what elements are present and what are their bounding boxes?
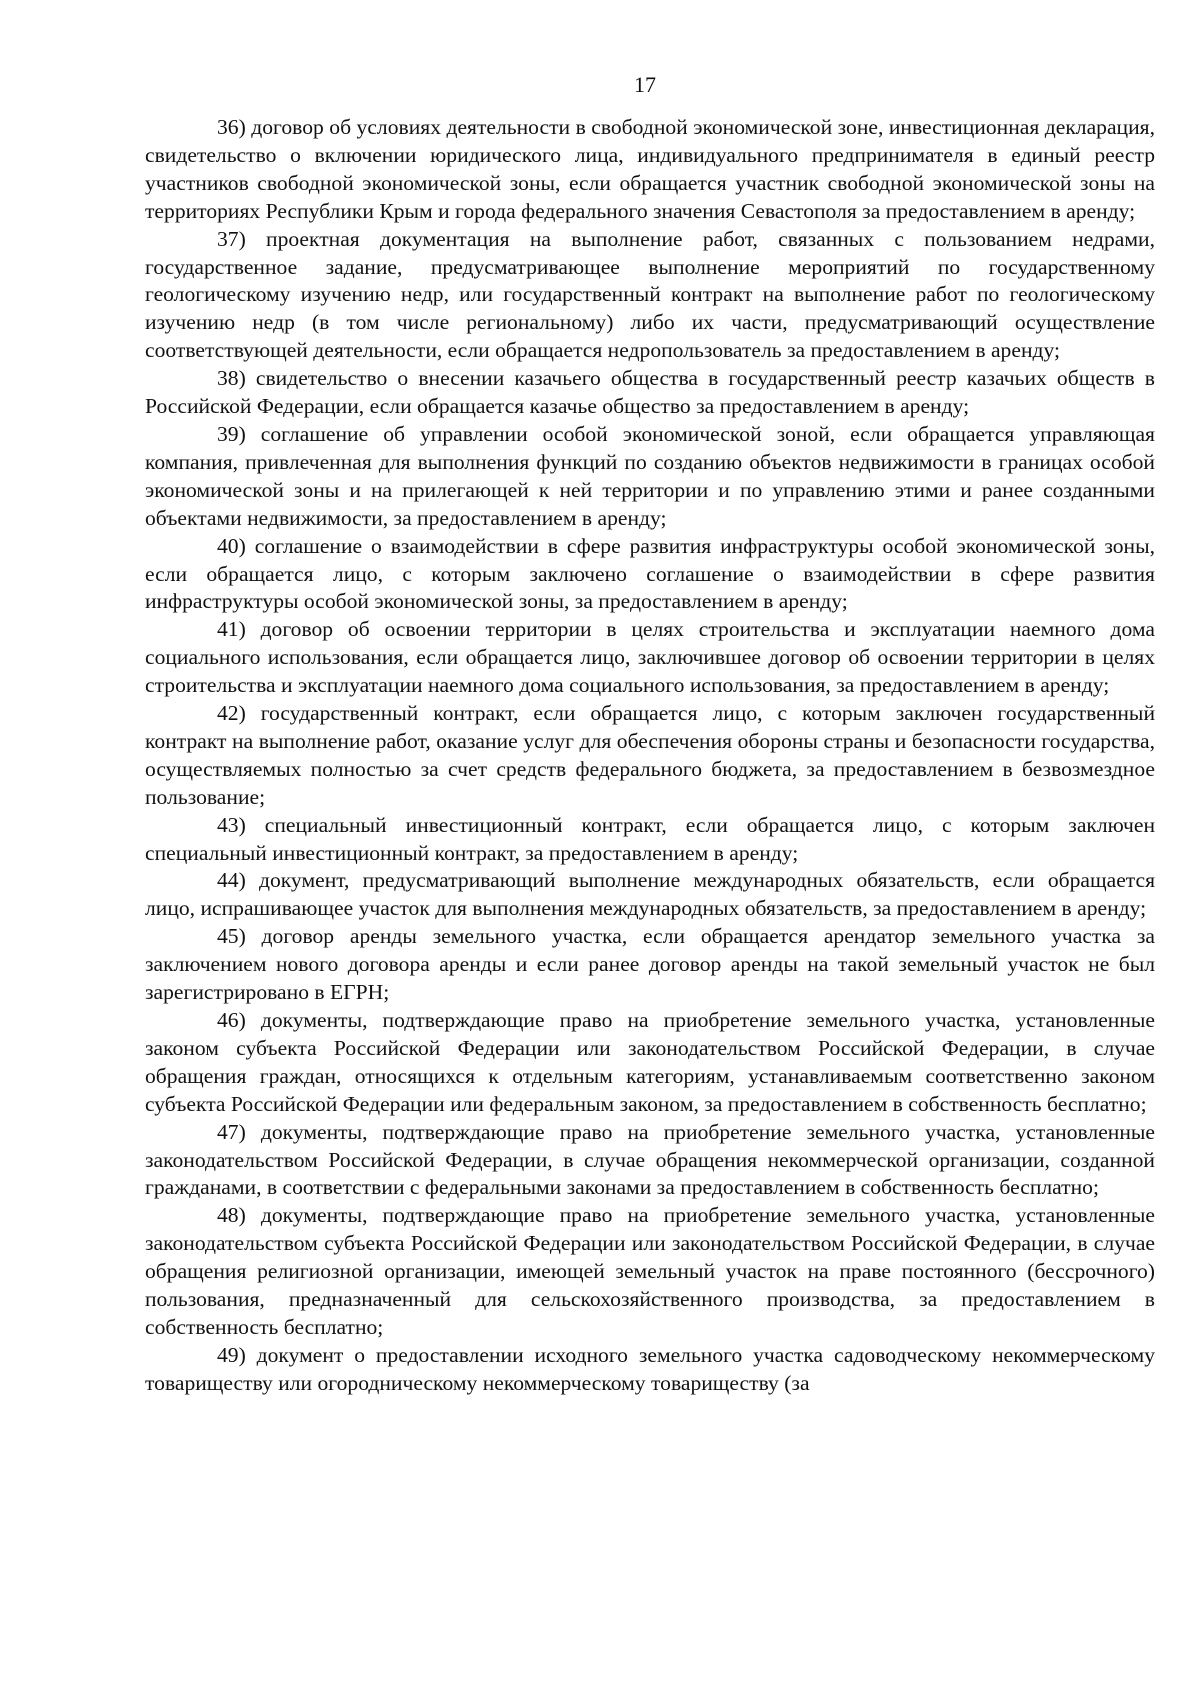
paragraph-42: 42) государственный контракт, если обращается лицо, с которым заключен государственный контракт на выполнение работ, оказание услуг для обеспечения обороны страны и безопасности государства, осуществляемых полностью за счет средств федерального бюджета, за предоставлением в безвозмездное пользование; [145, 701, 1155, 809]
paragraph-48: 48) документы, подтверждающие право на приобретение земельного участка, установленные законодательством субъекта Российской Федерации или законодательством Российской Федерации, в случае обращения религиозной организации, имеющей земельный участок на праве постоянного (бессрочного) пользования, предназначенный для сельскохозяйственного производства, за предоставлением в собственность бесплатно; [145, 1203, 1155, 1339]
paragraph-39: 39) соглашение об управлении особой экономической зоной, если обращается управляющая компания, привлеченная для выполнения функций по созданию объектов недвижимости в границах особой экономической зоны и на прилегающей к ней территории и по управлению этими и ранее созданными объектами недвижимости, за предоставлением в аренду; [145, 421, 1155, 530]
paragraph-44: 44) документ, предусматривающий выполнение международных обязательств, если обращается лицо, испрашивающее участок для выполнения международных обязательств, за предоставлением в аренду; [145, 868, 1155, 921]
paragraph-41: 41) договор об освоении территории в целях строительства и эксплуатации наемного дома социального использования, если обращается лицо, заключившее договор об освоении территории в целях строительства и эксплуатации наемного дома социального использования, за предоставлением в аренду; [145, 617, 1155, 698]
page-number: 17 [634, 72, 656, 97]
paragraph-49: 49) документ о предоставлении исходного земельного участка садоводческому некоммерческому товариществу или огородническому некоммерческому товариществу (за [145, 1342, 1155, 1395]
paragraph-37: 37) проектная документация на выполнение работ, связанных с пользованием недрами, государственное задание, предусматривающее выполнение мероприятий по государственному геологическому изучению недр, или государственный контракт на выполнение работ по геологическому изучению недр (в том числе региональному) либо их части, предусматривающий осуществление соответствующей деятельности, если обращается недропользователь за предоставлением в аренду; [145, 226, 1155, 363]
paragraph-40: 40) соглашение о взаимодействии в сфере развития инфраструктуры особой экономической зоны, если обращается лицо, с которым заключено соглашение о взаимодействии в сфере развития инфраструктуры особой экономической зоны, за предоставлением в аренду; [145, 533, 1155, 614]
paragraph-38: 38) свидетельство о внесении казачьего общества в государственный реестр казачьих обществ в Российской Федерации, если обращается казачье общество за предоставлением в аренду; [145, 366, 1155, 419]
paragraph-47: 47) документы, подтверждающие право на приобретение земельного участка, установленные законодательством Российской Федерации, в случае обращения некоммерческой организации, созданной гражданами, в соответствии с федеральными законами за предоставлением в собственность бесплатно; [145, 1119, 1155, 1200]
paragraph-45: 45) договор аренды земельного участка, если обращается арендатор земельного участка за заключением нового договора аренды и если ранее договор аренды на такой земельный участок не был зарегистрировано в ЕГРН; [145, 924, 1155, 1005]
document-body [145, 114, 1155, 1398]
paragraph-46: 46) документы, подтверждающие право на приобретение земельного участка, установленные законом субъекта Российской Федерации или законодательством Российской Федерации, в случае обращения граждан, относящихся к отдельным категориям, устанавливаемым соответственно законом субъекта Российской Федерации или федеральным законом, за предоставлением в собственность бесплатно; [145, 1008, 1155, 1116]
paragraph-43: 43) специальный инвестиционный контракт, если обращается лицо, с которым заключен специальный инвестиционный контракт, за предоставлением в аренду; [145, 812, 1155, 865]
paragraph-36: 36) договор об условиях деятельности в свободной экономической зоне, инвестиционная декларация, свидетельство о включении юридического лица, индивидуального предпринимателя в единый реестр участников свободной экономической зоны, если обращается участник свободной экономической зоны на территориях Республики Крым и города федерального значения Севастополя за предоставлением в аренду; [145, 115, 1155, 223]
